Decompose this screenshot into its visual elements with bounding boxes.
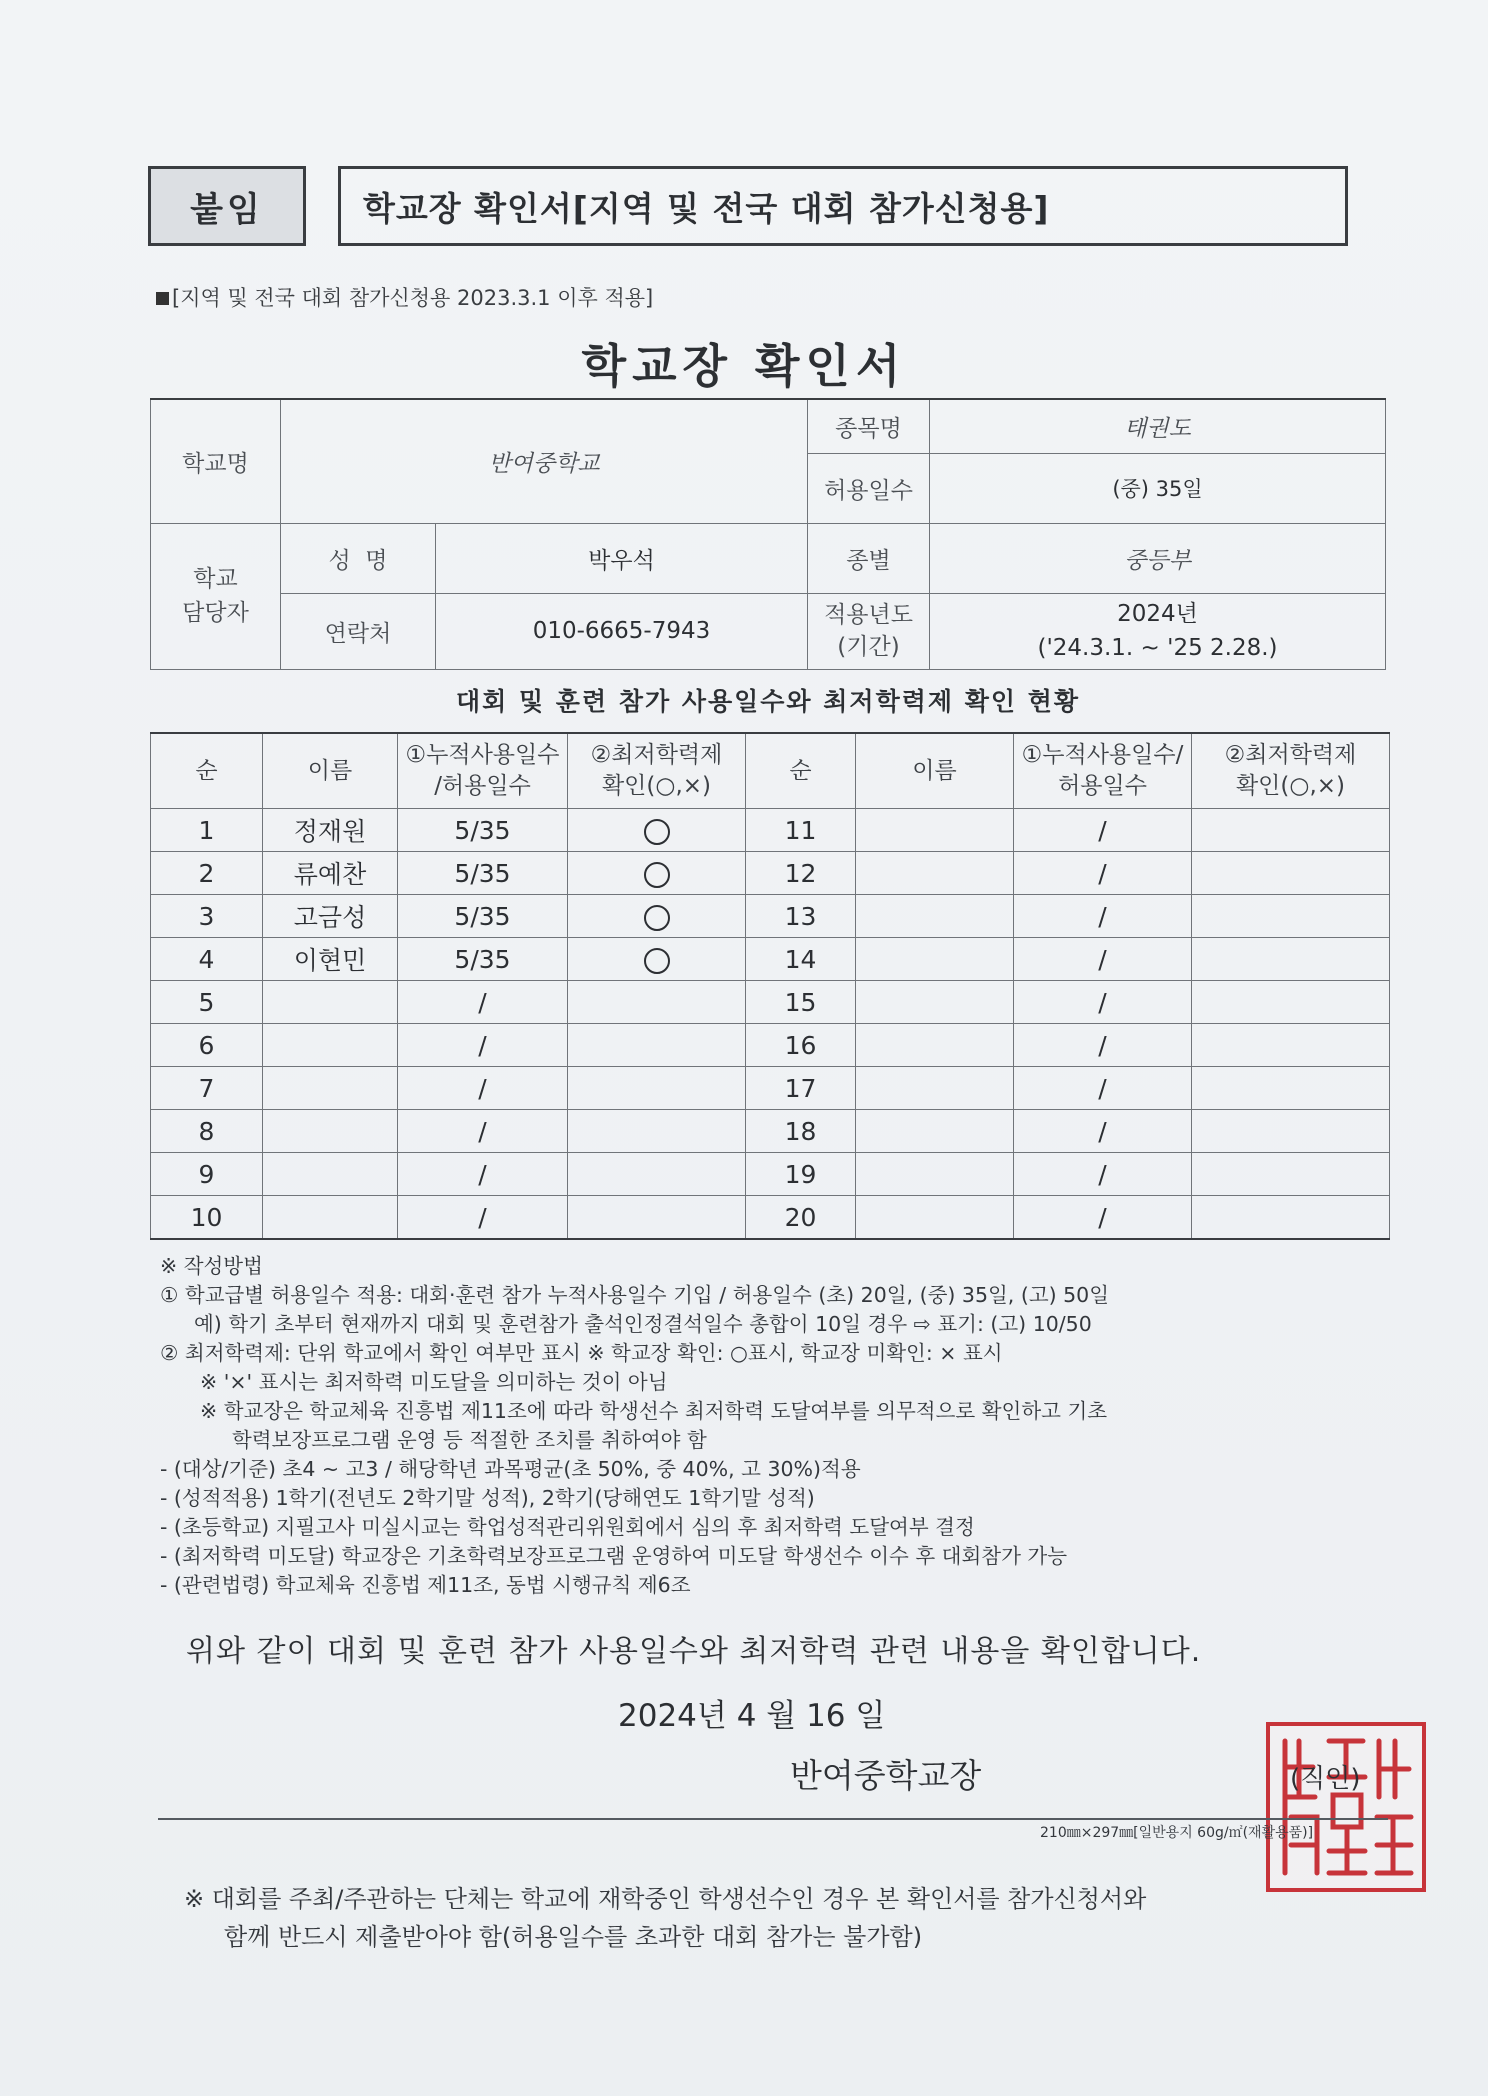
row-min-check-left: [568, 1153, 746, 1196]
row-number-left: 7: [151, 1067, 263, 1110]
row-number-right: 17: [746, 1067, 856, 1110]
division-label: 종별: [808, 523, 930, 593]
row-min-check-right: [1192, 981, 1390, 1024]
row-days-left: 5/35: [398, 895, 568, 938]
row-name-left: 정재원: [263, 809, 398, 852]
period-label-line2: (기간): [837, 634, 900, 660]
row-days-left: 5/35: [398, 852, 568, 895]
row-min-check-left: [568, 981, 746, 1024]
col-min-left: [568, 733, 746, 809]
row-name-left: [263, 1153, 398, 1196]
usage-status-table: [150, 732, 1390, 1240]
sport-label: 종목명: [808, 399, 930, 453]
row-number-left: 10: [151, 1196, 263, 1240]
seal-stamp-icon: [1271, 1727, 1421, 1887]
row-min-check-left: [568, 1024, 746, 1067]
row-days-right: /: [1014, 938, 1192, 981]
row-days-left: 5/35: [398, 809, 568, 852]
col-min-right-line1: ②최저학력제: [1224, 742, 1357, 768]
row-name-right: [856, 1067, 1014, 1110]
col-min-right: [1192, 733, 1390, 809]
note-line: 예) 학기 초부터 현재까지 대회 및 훈련참가 출석인정결석일수 총합이 10일 경우 ⇨ 표기: (고) 10/50: [194, 1312, 1092, 1336]
row-number-left: 1: [151, 809, 263, 852]
school-name-value: 반여중학교: [281, 399, 808, 523]
table-row: [151, 938, 1390, 981]
period-range: ('24.3.1. ~ '25 2.28.): [1037, 635, 1278, 661]
row-number-right: 19: [746, 1153, 856, 1196]
row-name-right: [856, 895, 1014, 938]
row-number-left: 8: [151, 1110, 263, 1153]
row-min-check-right: [1192, 1196, 1390, 1240]
applicability-note-text: [지역 및 전국 대회 참가신청용 2023.3.1 이후 적용]: [172, 286, 654, 310]
applicability-note: [156, 282, 653, 312]
table-row: [151, 895, 1390, 938]
official-seal-icon: [1266, 1722, 1426, 1892]
row-number-left: 4: [151, 938, 263, 981]
divider: [158, 1818, 1388, 1820]
row-days-left: /: [398, 1024, 568, 1067]
manager-label-line2: 담당자: [182, 600, 249, 626]
row-min-check-right: [1192, 1153, 1390, 1196]
circle-mark-icon: [644, 862, 670, 888]
row-min-check-left: [568, 1110, 746, 1153]
note-line: - (성적적용) 1학기(전년도 2학기말 성적), 2학기(당해연도 1학기말 성적): [160, 1486, 815, 1510]
table-row: [151, 1067, 1390, 1110]
table-row: [151, 1196, 1390, 1240]
table-row: [151, 809, 1390, 852]
manager-label-line1: 학교: [193, 566, 238, 592]
row-name-right: [856, 1110, 1014, 1153]
row-days-right: /: [1014, 1196, 1192, 1240]
row-number-right: 15: [746, 981, 856, 1024]
row-number-left: 2: [151, 852, 263, 895]
row-days-left: /: [398, 1110, 568, 1153]
row-min-check-right: [1192, 852, 1390, 895]
row-name-right: [856, 1153, 1014, 1196]
row-name-right: [856, 1196, 1014, 1240]
instructions: [160, 1252, 1400, 1600]
col-days-right-line2: 허용일수: [1058, 773, 1147, 799]
row-days-left: 5/35: [398, 938, 568, 981]
note-line: ※ 학교장은 학교체육 진흥법 제11조에 따라 학생선수 최저학력 도달여부를 의무적으로 확인하고 기초: [200, 1399, 1108, 1423]
row-name-right: [856, 938, 1014, 981]
row-days-right: /: [1014, 1110, 1192, 1153]
school-info-table: [150, 398, 1386, 670]
circle-mark-icon: [644, 948, 670, 974]
note-heading: ※ 작성방법: [160, 1254, 263, 1278]
submission-note-line1: ※ 대회를 주최/주관하는 단체는 학교에 재학중인 학생선수인 경우 본 확인서를 참가신청서와: [184, 1885, 1147, 1913]
row-min-check-right: [1192, 1110, 1390, 1153]
row-number-left: 5: [151, 981, 263, 1024]
note-line: - (초등학교) 지필고사 미실시교는 학업성적관리위원회에서 심의 후 최저학력 도달여부 결정: [160, 1515, 975, 1539]
row-days-right: /: [1014, 1067, 1192, 1110]
note-line: - (관련법령) 학교체육 진흥법 제11조, 동법 시행규칙 제6조: [160, 1573, 691, 1597]
header-title: 학교장 확인서[지역 및 전국 대회 참가신청용]: [338, 166, 1348, 246]
row-name-left: 이현민: [263, 938, 398, 981]
circle-mark-icon: [644, 905, 670, 931]
submission-note-line2: 함께 반드시 제출받아야 함(허용일수를 초과한 대회 참가는 불가함): [224, 1923, 923, 1951]
note-line: ① 학교급별 허용일수 적용: 대회·훈련 참가 누적사용일수 기입 / 허용일수 (초) 20일, (중) 35일, (고) 50일: [160, 1283, 1110, 1307]
period-label-line1: 적용년도: [824, 602, 913, 628]
table-row: [151, 981, 1390, 1024]
sport-value: 태권도: [930, 399, 1386, 453]
row-name-left: [263, 1110, 398, 1153]
attachment-label: 붙임: [148, 166, 306, 246]
col-days-right: [1014, 733, 1192, 809]
row-name-right: [856, 981, 1014, 1024]
usage-status-rows: [151, 809, 1390, 1240]
row-min-check-left: [568, 1196, 746, 1240]
col-days-left-line2: /허용일수: [434, 773, 531, 799]
square-bullet-icon: [156, 292, 169, 305]
row-min-check-left: [568, 938, 746, 981]
contact-label: 연락처: [281, 593, 436, 669]
row-min-check-right: [1192, 1067, 1390, 1110]
note-line: - (대상/기준) 초4 ~ 고3 / 해당학년 과목평균(초 50%, 중 40%, 고 30%)적용: [160, 1457, 861, 1481]
confirmation-statement: 위와 같이 대회 및 훈련 참가 사용일수와 최저학력 관련 내용을 확인합니다.: [186, 1634, 1202, 1669]
row-number-left: 3: [151, 895, 263, 938]
row-min-check-left: [568, 809, 746, 852]
row-min-check-left: [568, 852, 746, 895]
allowed-days-label: 허용일수: [808, 453, 930, 523]
contact-value: 010-6665-7943: [436, 593, 808, 669]
row-number-right: 20: [746, 1196, 856, 1240]
row-number-left: 6: [151, 1024, 263, 1067]
document-title: 학교장 확인서: [581, 339, 907, 393]
row-min-check-left: [568, 1067, 746, 1110]
row-days-right: /: [1014, 1024, 1192, 1067]
submission-note: [184, 1880, 1146, 1956]
col-name-left: 이름: [263, 733, 398, 809]
manager-name-label: 성 명: [281, 523, 436, 593]
manager-label: [151, 523, 281, 669]
period-value: [930, 593, 1386, 669]
allowed-days-value: (중) 35일: [930, 453, 1386, 523]
table-row: [151, 852, 1390, 895]
row-days-right: /: [1014, 809, 1192, 852]
row-min-check-right: [1192, 938, 1390, 981]
row-name-left: [263, 1196, 398, 1240]
col-days-left-line1: ①누적사용일수: [405, 742, 560, 768]
row-days-left: /: [398, 1153, 568, 1196]
row-days-right: /: [1014, 1153, 1192, 1196]
col-days-right-line1: ①누적사용일수/: [1021, 742, 1184, 768]
row-number-left: 9: [151, 1153, 263, 1196]
manager-name-value: 박우석: [436, 523, 808, 593]
note-line: - (최저학력 미도달) 학교장은 기초학력보장프로그램 운영하여 미도달 학생선수 이수 후 대회참가 가능: [160, 1544, 1067, 1568]
col-no-right: 순: [746, 733, 856, 809]
row-name-left: [263, 1067, 398, 1110]
row-name-left: [263, 981, 398, 1024]
col-no-left: 순: [151, 733, 263, 809]
col-min-right-line2: 확인(○,×): [1235, 773, 1346, 799]
row-name-right: [856, 852, 1014, 895]
row-days-left: /: [398, 981, 568, 1024]
row-min-check-right: [1192, 895, 1390, 938]
row-min-check-right: [1192, 1024, 1390, 1067]
period-year: 2024년: [1117, 601, 1198, 627]
row-name-right: [856, 1024, 1014, 1067]
row-min-check-right: [1192, 809, 1390, 852]
note-line: ※ '×' 표시는 최저학력 미도달을 의미하는 것이 아님: [200, 1370, 668, 1394]
note-line: 학력보장프로그램 운영 등 적절한 조치를 취하여야 함: [232, 1428, 707, 1452]
row-number-right: 18: [746, 1110, 856, 1153]
table-row: [151, 1153, 1390, 1196]
col-min-left-line1: ②최저학력제: [590, 742, 723, 768]
table-row: [151, 1110, 1390, 1153]
division-value: 중등부: [930, 523, 1386, 593]
section-title: 대회 및 훈련 참가 사용일수와 최저학력제 확인 현황: [455, 687, 1081, 716]
row-min-check-left: [568, 895, 746, 938]
row-number-right: 11: [746, 809, 856, 852]
row-name-left: 고금성: [263, 895, 398, 938]
issue-date: 2024년 4 월 16 일: [618, 1698, 886, 1734]
row-days-right: /: [1014, 852, 1192, 895]
row-number-right: 13: [746, 895, 856, 938]
row-days-right: /: [1014, 981, 1192, 1024]
col-min-left-line2: 확인(○,×): [601, 773, 712, 799]
paper-spec: 210㎜×297㎜[일반용지 60g/㎡(재활용품)]: [1040, 1825, 1314, 1841]
col-name-right: 이름: [856, 733, 1014, 809]
row-number-right: 16: [746, 1024, 856, 1067]
row-days-left: /: [398, 1067, 568, 1110]
row-days-left: /: [398, 1196, 568, 1240]
row-number-right: 14: [746, 938, 856, 981]
school-name-label: 학교명: [151, 399, 281, 523]
col-days-left: [398, 733, 568, 809]
principal-title: 반여중학교장: [790, 1756, 982, 1795]
period-label: [808, 593, 930, 669]
row-days-right: /: [1014, 895, 1192, 938]
circle-mark-icon: [644, 819, 670, 845]
row-name-right: [856, 809, 1014, 852]
seal-label: (직인): [1290, 1764, 1361, 1794]
row-name-left: 류예찬: [263, 852, 398, 895]
note-line: ② 최저학력제: 단위 학교에서 확인 여부만 표시 ※ 학교장 확인: ○표시, 학교장 미확인: × 표시: [160, 1341, 1003, 1365]
table-row: [151, 1024, 1390, 1067]
row-name-left: [263, 1024, 398, 1067]
row-number-right: 12: [746, 852, 856, 895]
